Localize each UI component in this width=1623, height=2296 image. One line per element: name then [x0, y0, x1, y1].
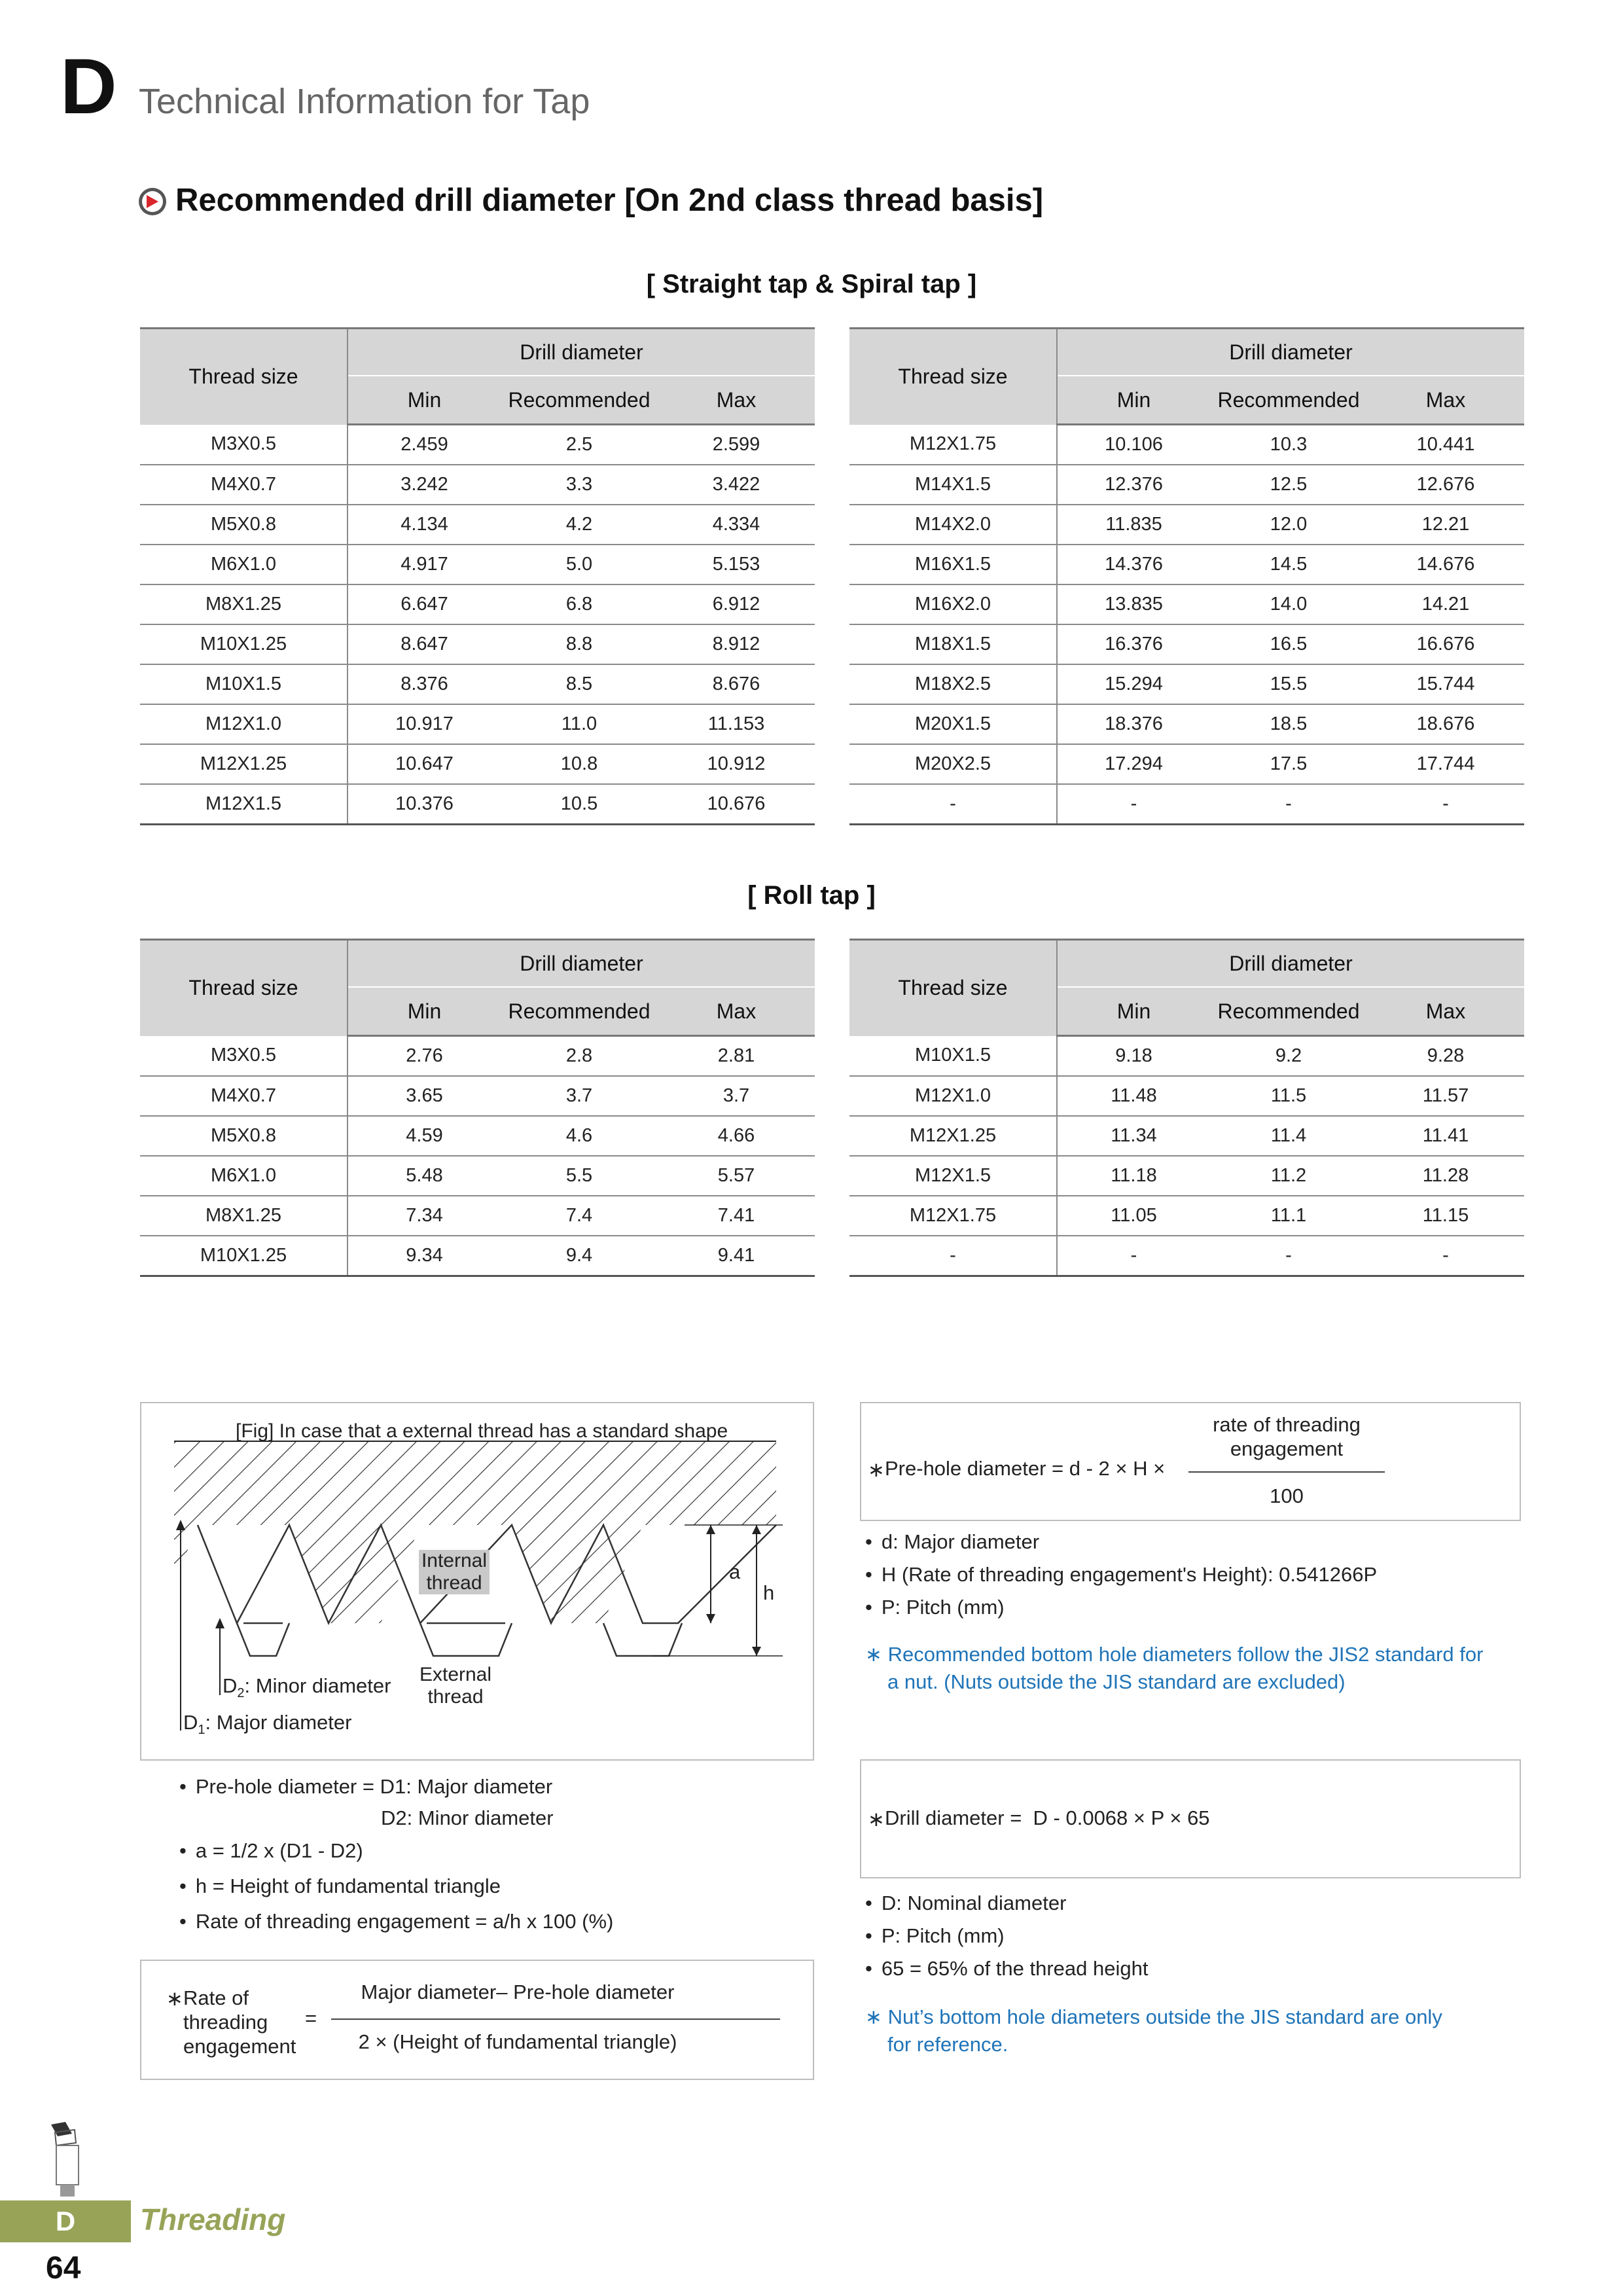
- min-cell: 13.835: [1057, 584, 1210, 624]
- drill-remark-line1: ∗ Nut’s bottom hole diameters outside the JIS standard are only: [865, 2005, 1442, 2028]
- drill-diameter-header: Drill diameter: [1057, 329, 1524, 376]
- table-row: [140, 704, 815, 744]
- max-header: Max: [658, 987, 815, 1036]
- drill-diameter-header: Drill diameter: [1057, 940, 1524, 988]
- thread-size-cell: M14X1.5: [849, 465, 1057, 505]
- thread-size-cell: M12X1.25: [849, 1116, 1057, 1156]
- recommended-cell: 18.5: [1210, 704, 1367, 744]
- chapter-letter: D: [60, 43, 117, 130]
- recommended-cell: 8.5: [501, 664, 658, 704]
- table-row: [849, 664, 1524, 704]
- recommended-cell: 6.8: [501, 584, 658, 624]
- prehole-remark-line1: ∗ Recommended bottom hole diameters follow the JIS2 standard for: [865, 1643, 1484, 1666]
- min-cell: 12.376: [1057, 465, 1210, 505]
- thread-size-cell: M4X0.7: [140, 1076, 348, 1116]
- recommended-cell: -: [1210, 1236, 1367, 1276]
- max-cell: 3.422: [658, 465, 815, 505]
- prehole-remark-line2: a nut. (Nuts outside the JIS standard are excluded): [887, 1670, 1346, 1693]
- max-cell: 5.57: [658, 1156, 815, 1196]
- dimension-a-label: a: [729, 1560, 741, 1583]
- max-cell: 15.744: [1367, 664, 1524, 704]
- min-cell: 10.917: [348, 704, 501, 744]
- fraction-line: [331, 2018, 780, 2020]
- prehole-note-d: • d: Major diameter: [865, 1530, 1039, 1554]
- max-cell: 8.912: [658, 624, 815, 664]
- max-cell: 10.441: [1367, 425, 1524, 465]
- min-cell: 18.376: [1057, 704, 1210, 744]
- rate-numerator: Major diameter– Pre-hole diameter: [361, 1981, 675, 2003]
- thread-size-cell: M5X0.8: [140, 1116, 348, 1156]
- thread-size-cell: M10X1.5: [849, 1036, 1057, 1077]
- max-header: Max: [1367, 376, 1524, 425]
- roll-tap-table-left: [140, 939, 815, 1277]
- table-row: [849, 784, 1524, 825]
- prehole-numerator: rate of threading engagement: [1213, 1413, 1361, 1460]
- thread-size-cell: M12X1.5: [140, 784, 348, 825]
- recommended-cell: 17.5: [1210, 744, 1367, 784]
- max-cell: 3.7: [658, 1076, 815, 1116]
- table-row: [140, 584, 815, 624]
- max-cell: 2.81: [658, 1036, 815, 1077]
- table-row: [849, 425, 1524, 465]
- min-cell: 3.65: [348, 1076, 501, 1116]
- major-diameter-label: $D_1$: Major diameter: [183, 1711, 352, 1738]
- min-cell: 11.835: [1057, 505, 1210, 545]
- min-cell: 4.59: [348, 1116, 501, 1156]
- thread-size-cell: M12X1.0: [140, 704, 348, 744]
- min-cell: -: [1057, 784, 1210, 825]
- max-cell: 11.28: [1367, 1156, 1524, 1196]
- min-cell: -: [1057, 1236, 1210, 1276]
- min-cell: 2.76: [348, 1036, 501, 1077]
- thread-size-header: Thread size: [849, 329, 1057, 425]
- max-cell: -: [1367, 1236, 1524, 1276]
- thread-size-cell: M10X1.5: [140, 664, 348, 704]
- table-row: [849, 505, 1524, 545]
- thread-size-cell: M18X2.5: [849, 664, 1057, 704]
- max-cell: 2.599: [658, 425, 815, 465]
- recommended-header: Recommended: [1210, 987, 1367, 1036]
- table-row: [849, 744, 1524, 784]
- drill-note-65: • 65 = 65% of the thread height: [865, 1957, 1148, 1981]
- thread-size-cell: M3X0.5: [140, 425, 348, 465]
- thread-size-cell: M4X0.7: [140, 465, 348, 505]
- min-cell: 14.376: [1057, 545, 1210, 584]
- recommended-cell: 10.3: [1210, 425, 1367, 465]
- drill-diameter-header: Drill diameter: [348, 329, 815, 376]
- minor-diameter-label: $D_2$: Minor diameter: [223, 1674, 391, 1701]
- max-cell: 10.676: [658, 784, 815, 825]
- table-row: [849, 1076, 1524, 1116]
- recommended-cell: 9.2: [1210, 1036, 1367, 1077]
- recommended-cell: 14.5: [1210, 545, 1367, 584]
- min-cell: 11.34: [1057, 1116, 1210, 1156]
- table-row: [849, 545, 1524, 584]
- roll-tap-title: [ Roll tap ]: [747, 881, 876, 910]
- max-header: Max: [658, 376, 815, 425]
- min-header: Min: [1057, 376, 1210, 425]
- max-cell: 8.676: [658, 664, 815, 704]
- min-cell: 9.18: [1057, 1036, 1210, 1077]
- table-row: [140, 505, 815, 545]
- thread-figure-box: [140, 1402, 814, 1761]
- recommended-cell: 9.4: [501, 1236, 658, 1276]
- max-cell: 14.676: [1367, 545, 1524, 584]
- recommended-header: Recommended: [501, 376, 658, 425]
- recommended-cell: 11.4: [1210, 1116, 1367, 1156]
- drill-formula: Drill diameter = D - 0.0068 × P × 65: [885, 1806, 1210, 1829]
- recommended-cell: 10.8: [501, 744, 658, 784]
- note-a-formula: • a = 1/2 x (D1 - D2): [179, 1839, 363, 1863]
- straight-spiral-table-left: [140, 327, 815, 825]
- table-row: [140, 664, 815, 704]
- thread-size-header: Thread size: [140, 329, 348, 425]
- min-cell: 8.647: [348, 624, 501, 664]
- thread-size-cell: M6X1.0: [140, 545, 348, 584]
- roll-tap-table-right: [849, 939, 1524, 1277]
- table-row: [849, 624, 1524, 664]
- thread-size-cell: M20X1.5: [849, 704, 1057, 744]
- thread-size-cell: M3X0.5: [140, 1036, 348, 1077]
- straight-spiral-table-right: [849, 327, 1524, 825]
- table-row: [849, 465, 1524, 505]
- tap-tool-icon: [46, 2121, 85, 2199]
- table-row: [849, 1036, 1524, 1077]
- table-row: [849, 1196, 1524, 1236]
- table-row: [849, 704, 1524, 744]
- recommended-cell: 14.0: [1210, 584, 1367, 624]
- max-cell: 11.57: [1367, 1076, 1524, 1116]
- max-cell: 17.744: [1367, 744, 1524, 784]
- max-cell: 10.912: [658, 744, 815, 784]
- table-row: [140, 1076, 815, 1116]
- recommended-cell: 12.5: [1210, 465, 1367, 505]
- internal-thread-label: Internal thread: [419, 1550, 490, 1594]
- max-cell: 4.334: [658, 505, 815, 545]
- dimension-h-label: h: [763, 1581, 775, 1604]
- recommended-cell: 3.3: [501, 465, 658, 505]
- thread-size-cell: M12X1.75: [849, 1196, 1057, 1236]
- thread-size-cell: M14X2.0: [849, 505, 1057, 545]
- max-cell: 12.676: [1367, 465, 1524, 505]
- drill-note-d: • D: Nominal diameter: [865, 1892, 1066, 1915]
- recommended-cell: 11.0: [501, 704, 658, 744]
- page-title: Technical Information for Tap: [139, 82, 590, 121]
- arrow-circle-icon: [139, 188, 166, 215]
- table-row: [849, 584, 1524, 624]
- max-header: Max: [1367, 987, 1524, 1036]
- max-cell: 4.66: [658, 1116, 815, 1156]
- max-cell: -: [1367, 784, 1524, 825]
- min-cell: 10.647: [348, 744, 501, 784]
- footer-section: Threading: [140, 2202, 286, 2236]
- thread-size-cell: M6X1.0: [140, 1156, 348, 1196]
- thread-size-cell: -: [849, 784, 1057, 825]
- section-title: Recommended drill diameter [On 2nd class thread basis]: [175, 183, 1044, 218]
- recommended-cell: 12.0: [1210, 505, 1367, 545]
- recommended-cell: 10.5: [501, 784, 658, 825]
- figure-caption: [Fig] In case that a external thread has a standard shape: [236, 1420, 728, 1442]
- table-row: [140, 784, 815, 825]
- recommended-cell: 11.5: [1210, 1076, 1367, 1116]
- table-row: [140, 1236, 815, 1276]
- min-cell: 4.917: [348, 545, 501, 584]
- max-cell: 7.41: [658, 1196, 815, 1236]
- thread-size-cell: M12X1.5: [849, 1156, 1057, 1196]
- recommended-cell: 15.5: [1210, 664, 1367, 704]
- max-cell: 5.153: [658, 545, 815, 584]
- rate-star: ∗: [166, 1987, 183, 2010]
- thread-size-cell: M18X1.5: [849, 624, 1057, 664]
- min-cell: 11.05: [1057, 1196, 1210, 1236]
- fraction-line: [1188, 1471, 1385, 1473]
- note-h-definition: • h = Height of fundamental triangle: [179, 1874, 501, 1898]
- min-cell: 8.376: [348, 664, 501, 704]
- table-row: [849, 1156, 1524, 1196]
- thread-size-cell: M8X1.25: [140, 1196, 348, 1236]
- thread-size-cell: M10X1.25: [140, 624, 348, 664]
- table-row: [140, 545, 815, 584]
- recommended-header: Recommended: [501, 987, 658, 1036]
- external-thread-label: External thread: [419, 1664, 492, 1708]
- min-cell: 16.376: [1057, 624, 1210, 664]
- table-row: [849, 1236, 1524, 1276]
- min-header: Min: [348, 987, 501, 1036]
- thread-size-cell: M20X2.5: [849, 744, 1057, 784]
- drill-note-p: • P: Pitch (mm): [865, 1924, 1005, 1948]
- table-row: [140, 1196, 815, 1236]
- table-row: [140, 425, 815, 465]
- prehole-note-p: • P: Pitch (mm): [865, 1596, 1005, 1619]
- max-cell: 12.21: [1367, 505, 1524, 545]
- rate-formula-box: [140, 1960, 814, 2080]
- table-row: [140, 465, 815, 505]
- note-prehole-line1: • Pre-hole diameter = D1: Major diameter: [179, 1775, 552, 1799]
- recommended-cell: 2.8: [501, 1036, 658, 1077]
- min-header: Min: [348, 376, 501, 425]
- max-cell: 11.41: [1367, 1116, 1524, 1156]
- recommended-cell: 11.2: [1210, 1156, 1367, 1196]
- thread-size-cell: M5X0.8: [140, 505, 348, 545]
- thread-size-cell: M8X1.25: [140, 584, 348, 624]
- min-cell: 9.34: [348, 1236, 501, 1276]
- note-prehole-line2: D2: Minor diameter: [381, 1806, 554, 1829]
- prehole-note-h: • H (Rate of threading engagement's Height): 0.541266P: [865, 1563, 1377, 1587]
- table-row: [140, 744, 815, 784]
- recommended-cell: 8.8: [501, 624, 658, 664]
- table-row: [140, 1036, 815, 1077]
- recommended-cell: 11.1: [1210, 1196, 1367, 1236]
- thread-size-cell: M12X1.75: [849, 425, 1057, 465]
- min-cell: 7.34: [348, 1196, 501, 1236]
- straight-spiral-title: [ Straight tap & Spiral tap ]: [646, 270, 977, 298]
- rate-equals: =: [305, 2007, 317, 2030]
- min-cell: 15.294: [1057, 664, 1210, 704]
- thread-size-cell: M12X1.25: [140, 744, 348, 784]
- min-cell: 6.647: [348, 584, 501, 624]
- recommended-cell: 2.5: [501, 425, 658, 465]
- max-cell: 11.153: [658, 704, 815, 744]
- max-cell: 11.15: [1367, 1196, 1524, 1236]
- thread-size-cell: M16X1.5: [849, 545, 1057, 584]
- recommended-cell: 3.7: [501, 1076, 658, 1116]
- table-row: [140, 1116, 815, 1156]
- drill-formula-box: [860, 1759, 1521, 1878]
- recommended-cell: 5.0: [501, 545, 658, 584]
- thread-size-header: Thread size: [849, 940, 1057, 1036]
- recommended-cell: 5.5: [501, 1156, 658, 1196]
- prehole-formula-box: [860, 1402, 1521, 1521]
- recommended-cell: 4.2: [501, 505, 658, 545]
- recommended-header: Recommended: [1210, 376, 1367, 425]
- min-cell: 11.48: [1057, 1076, 1210, 1116]
- thread-size-header: Thread size: [140, 940, 348, 1036]
- min-cell: 4.134: [348, 505, 501, 545]
- min-cell: 3.242: [348, 465, 501, 505]
- recommended-cell: -: [1210, 784, 1367, 825]
- thread-size-cell: M10X1.25: [140, 1236, 348, 1276]
- thread-size-cell: M12X1.0: [849, 1076, 1057, 1116]
- footer-badge: D: [0, 2200, 131, 2242]
- page-number: 64: [46, 2251, 81, 2286]
- table-row: [849, 1116, 1524, 1156]
- min-header: Min: [1057, 987, 1210, 1036]
- min-cell: 11.18: [1057, 1156, 1210, 1196]
- max-cell: 9.41: [658, 1236, 815, 1276]
- max-cell: 16.676: [1367, 624, 1524, 664]
- rate-denominator: 2 × (Height of fundamental triangle): [358, 2030, 677, 2053]
- max-cell: 9.28: [1367, 1036, 1524, 1077]
- min-cell: 17.294: [1057, 744, 1210, 784]
- recommended-cell: 4.6: [501, 1116, 658, 1156]
- min-cell: 5.48: [348, 1156, 501, 1196]
- prehole-denominator: 100: [1270, 1484, 1304, 1507]
- max-cell: 18.676: [1367, 704, 1524, 744]
- max-cell: 6.912: [658, 584, 815, 624]
- drill-remark-line2: for reference.: [887, 2033, 1008, 2056]
- thread-size-cell: M16X2.0: [849, 584, 1057, 624]
- rate-label: Rate of threading engagement: [183, 1986, 296, 2058]
- thread-size-cell: -: [849, 1236, 1057, 1276]
- max-cell: 14.21: [1367, 584, 1524, 624]
- prehole-formula-lhs: Pre-hole diameter = d - 2 × H ×: [885, 1457, 1166, 1480]
- min-cell: 2.459: [348, 425, 501, 465]
- min-cell: 10.376: [348, 784, 501, 825]
- table-row: [140, 624, 815, 664]
- prehole-star: ∗: [868, 1458, 885, 1481]
- drill-diameter-header: Drill diameter: [348, 940, 815, 988]
- table-row: [140, 1156, 815, 1196]
- min-cell: 10.106: [1057, 425, 1210, 465]
- drill-star: ∗: [868, 1808, 885, 1831]
- recommended-cell: 16.5: [1210, 624, 1367, 664]
- recommended-cell: 7.4: [501, 1196, 658, 1236]
- note-rate-definition: • Rate of threading engagement = a/h x 100 (%): [179, 1910, 613, 1933]
